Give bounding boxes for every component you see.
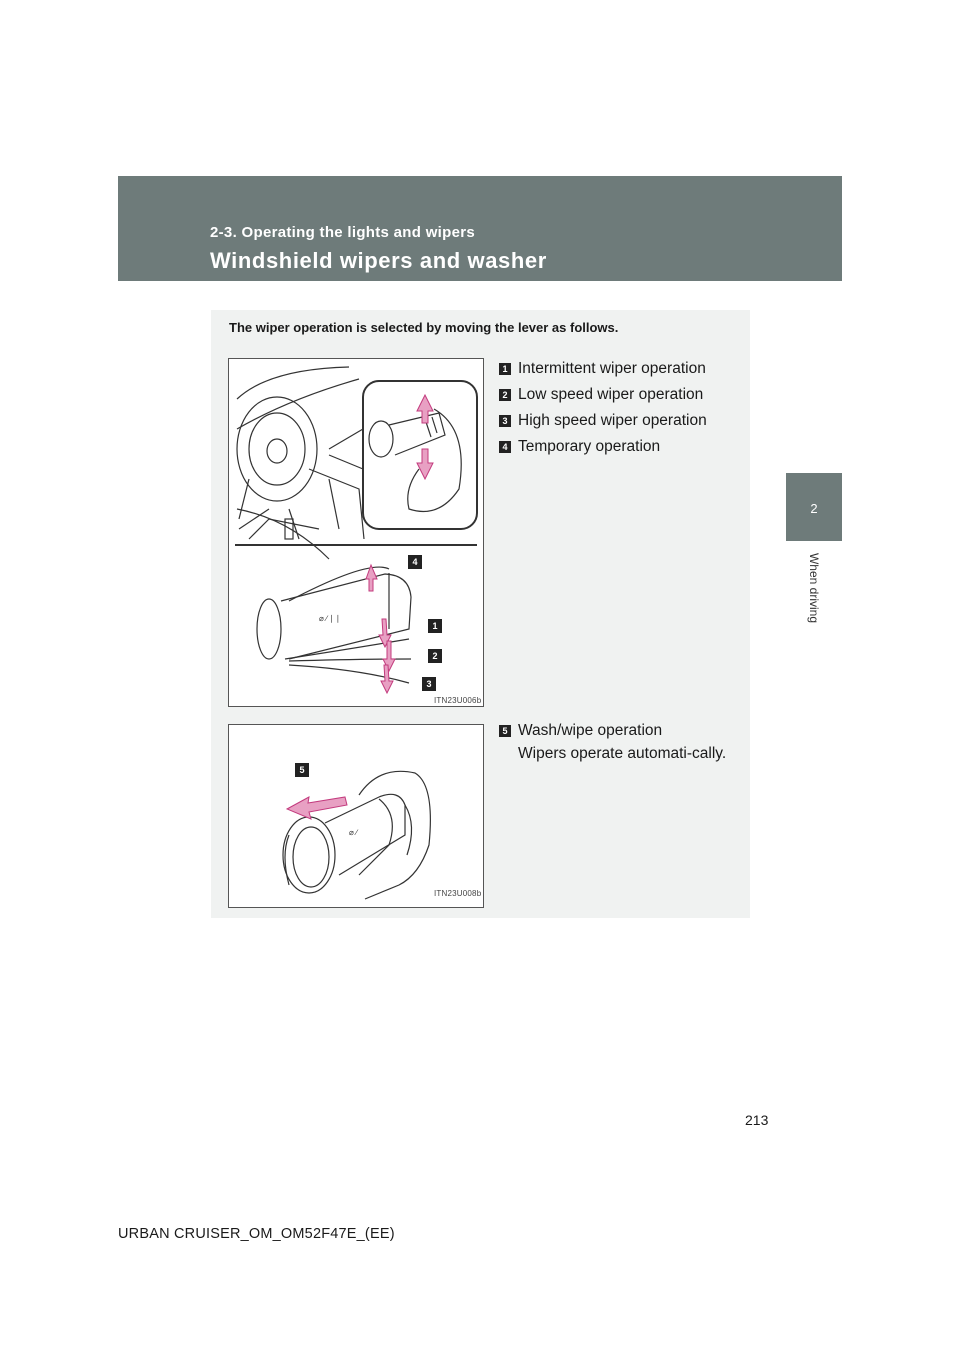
wiper-lever-illustration: [229, 359, 483, 706]
chapter-number: 2: [810, 501, 818, 516]
item-number-badge: 2: [499, 389, 511, 401]
callout-1: 1: [428, 619, 442, 633]
item-number-badge: 3: [499, 415, 511, 427]
item-label: Wash/wipe operation: [518, 722, 663, 739]
wash-wipe-item: [499, 720, 729, 766]
item-number-badge: 1: [499, 363, 511, 375]
callout-5: 5: [295, 763, 309, 777]
chapter-label: When driving: [807, 552, 821, 624]
wiper-lever-figure: [228, 358, 484, 707]
svg-text:⌀ ∕ ∣ ∣: ⌀ ∕ ∣ ∣: [319, 614, 340, 623]
item-label: Temporary operation: [518, 438, 661, 455]
callout-2: 2: [428, 649, 442, 663]
intro-text: The wiper operation is selected by moving the lever as follows.: [229, 320, 619, 335]
content-panel: [211, 310, 750, 918]
list-item: [499, 720, 729, 742]
list-item: [499, 408, 739, 434]
item-label: Low speed wiper operation: [518, 386, 704, 403]
section-heading: 2-3. Operating the lights and wipers: [210, 224, 476, 241]
callout-3: 3: [422, 677, 436, 691]
item-number-badge: 5: [499, 725, 511, 737]
page-title: Windshield wipers and washer: [210, 248, 547, 273]
list-item: [499, 382, 739, 408]
chapter-tab[interactable]: [786, 473, 842, 541]
document-footer: URBAN CRUISER_OM_OM52F47E_(EE): [118, 1226, 395, 1242]
wiper-modes-list: [499, 356, 739, 460]
page-number: 213: [745, 1112, 769, 1128]
list-item: [499, 434, 739, 460]
list-item: [499, 356, 739, 382]
wash-lever-figure: [228, 724, 484, 908]
item-label: Intermittent wiper operation: [518, 360, 706, 377]
item-description: Wipers operate automati-cally.: [518, 745, 727, 762]
svg-text:⌀ ∕: ⌀ ∕: [349, 828, 358, 837]
header-banner: [118, 176, 842, 281]
item-label: High speed wiper operation: [518, 412, 707, 429]
figure1-code: ITN23U006b: [434, 696, 482, 705]
figure2-code: ITN23U008b: [434, 889, 482, 898]
wash-lever-illustration: [229, 725, 483, 907]
callout-4: 4: [408, 555, 422, 569]
item-number-badge: 4: [499, 441, 511, 453]
